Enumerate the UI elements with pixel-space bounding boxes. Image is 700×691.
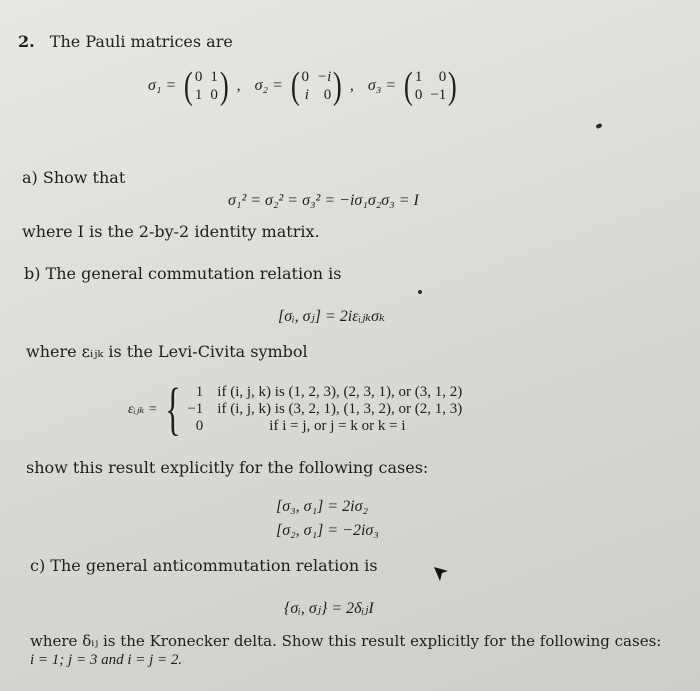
commutation-equation: [σᵢ, σⱼ] = 2iεᵢⱼₖσₖ bbox=[278, 308, 385, 325]
part-a-equation: σ₁² = σ₂² = σ₃² = −iσ₁σ₂σ₃ = I bbox=[228, 192, 419, 209]
sigma1-label: σ₁ = bbox=[148, 77, 177, 94]
levi-civita-definition bbox=[128, 376, 463, 441]
sigma1-matrix: ( 0 1 1 0 ) bbox=[184, 65, 229, 107]
epsilon-label: εᵢⱼₖ = bbox=[128, 401, 158, 417]
pen-mark bbox=[595, 123, 602, 129]
levi-civita-note: where εᵢⱼₖ is the Levi-Civita symbol bbox=[26, 342, 308, 361]
pauli-matrices: σ₁ = ( 0 1 1 0 ) , σ₂ = ( 0 −i i 0 ) , σ₃ = ( 1 0 0 −1 ) bbox=[148, 65, 458, 107]
sigma3-label: σ₃ = bbox=[367, 77, 397, 94]
commutator-case-2: [σ₂, σ₁] = −2iσ₃ bbox=[276, 522, 379, 539]
part-a-prompt: a) Show that bbox=[22, 168, 126, 187]
part-a-note: where I is the 2-by-2 identity matrix. bbox=[22, 222, 320, 241]
cursor-arrow-icon bbox=[432, 565, 450, 583]
problem-header bbox=[18, 32, 233, 51]
anticommutation-equation: {σᵢ, σⱼ} = 2δᵢⱼI bbox=[284, 600, 374, 617]
commutator-case-1: [σ₃, σ₁] = 2iσ₂ bbox=[276, 498, 369, 515]
problem-intro: The Pauli matrices are bbox=[49, 32, 233, 51]
sigma3-matrix: ( 1 0 0 −1 ) bbox=[404, 65, 458, 107]
kronecker-note: where δᵢⱼ is the Kronecker delta. Show this result explicitly for the following cases: bbox=[30, 632, 662, 650]
part-b-prompt: b) The general commutation relation is bbox=[24, 264, 342, 283]
show-cases-text: show this result explicitly for the following cases: bbox=[26, 458, 429, 477]
levi-civita-cases: 1 if (i, j, k) is (1, 2, 3), (2, 3, 1), or (3, 1, 2) −1 if (i, j, k) is (3, 2, 1), (1, 3, 2), or (2, 1, 3) 0 if i = j, or j = k or k = i bbox=[187, 383, 463, 434]
sigma2-matrix: ( 0 −i i 0 ) bbox=[290, 65, 343, 107]
dot-mark bbox=[418, 290, 422, 294]
problem-number: 2. bbox=[18, 32, 35, 51]
left-brace: { bbox=[165, 376, 182, 441]
cases-note: i = 1; j = 3 and i = j = 2. bbox=[30, 652, 183, 668]
sigma2-label: σ₂ = bbox=[254, 77, 283, 94]
part-c-prompt: c) The general anticommutation relation is bbox=[30, 556, 378, 575]
